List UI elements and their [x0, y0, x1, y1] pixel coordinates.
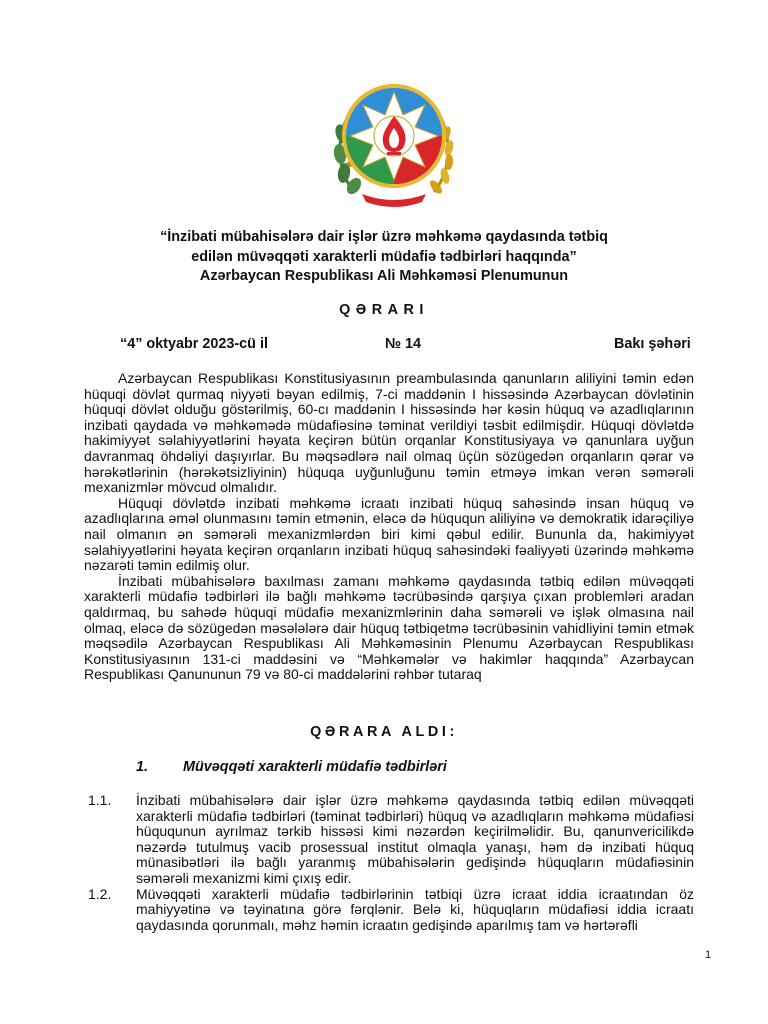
title-line: edilən müvəqqəti xarakterli müdafiə tədbirləri haqqında”	[191, 248, 577, 265]
item-text: Müvəqqəti xarakterli müdafiə tədbirlərinin tətbiqi üzrə icraat iddia icraatından öz mahiyyətinə və təyinatına görə fərqlənir. Belə ki, hüquqların müdafiəsi iddia icraatı qaydasında qorunmalı, məhz həmin icraatın gedişində aparılmış tam və hərtərəfli	[136, 885, 694, 933]
paragraph: Azərbaycan Respublikası Konstitusiyasının preambulasında qanunların aliliyini təmin edən hüquqi dövlət qurmaq niyyəti bəyan edilmiş, 7-ci maddənin I hissəsində Azərbaycan dövlətinin hüquqi dövlət olduğu göstərilmiş, 60-cı maddənin I hissəsində hər kəsin hüquq və azadlıqlarının inzibati qaydada və məhkəmədə müdafiəsinə təminat verildiyi təsbit edilmişdir. Hüquqi dövlətdə hakimiyyət səlahiyyətlərini həyata keçirən bütün orqanlar Konstitusiyaya və qanunlara uyğun davranmaq öhdəliyi daşıyırlar. Bu məqsədlərə nail olmaq üçün sözügedən orqanların qərar və hərəkətlərinin (hərəkətsizliyinin) hüquqa uyğunluğunu təmin etməyə imkan verən səmərəli mexanizmlər mövcud olmalıdır.	[84, 370, 694, 496]
item-number: 1.2.	[88, 885, 112, 902]
title-line: Azərbaycan Respublikası Ali Məhkəməsi Plenumunun	[199, 268, 569, 284]
item-number: 1.1.	[88, 792, 112, 808]
paragraph: İnzibati mübahisələrə baxılması zamanı məhkəmə qaydasında tətbiq edilən müvəqqəti xarakterli müdafiə tədbirləri ilə bağlı məhkəmə təcrübəsində qarşıya çıxan problemləri aradan qaldırmaq, bu sahədə hüquqi müdafiə mexanizmlərinin daha səmərəli və işlək olmasına nail olmaq, eləcə də sözügedən məsələlərə dair hüquq tətbiqetmə təcrübəsinin vahidliyini təmin etmək məqsədilə Azərbaycan Respublikası Ali Məhkəməsinin Plenumu Azərbaycan Respublikası Konstitusiyasının 131-ci maddəsini və “Məhkəmələr və hakimlər haqqında” Azərbaycan Respublikası Qanununun 79 və 80-ci maddələrini rəhbər tutaraq	[84, 572, 694, 683]
document-title	[80, 228, 688, 287]
item-text: İnzibati mübahisələrə dair işlər üzrə məhkəmə qaydasında tətbiq edilən müvəqqəti xarakterli müdafiə tədbirləri (təminat tədbirləri) hüquq və azadlıqların məhkəmə müdafiəsi hüququnun ayrılmaz tərkib hissəsi kimi nəzərdən keçirilməlidir. Bu, qanunvericilikdə nəzərdə tutulmuş vacib prosessual institut olmaqla yanaşı, həm də inzibati hüquq münasibətləri ilə bağlı yaranmış mübahisələrin gedişində hüquqların müdafiəsinin səmərəli mexanizmi kimi çıxış edir.	[136, 792, 694, 886]
decision-date: “4” oktyabr 2023-cü il	[120, 336, 268, 352]
title-line: “İnzibati mübahisələrə dair işlər üzrə məhkəmə qaydasında tətbiq	[160, 229, 608, 245]
decision-place: Bakı şəhəri	[614, 336, 691, 352]
coat-of-arms-icon	[324, 72, 464, 208]
list-item	[88, 793, 694, 887]
decision-number: № 14	[385, 336, 422, 352]
page-number: 1	[705, 949, 712, 961]
section-number: 1.	[136, 759, 149, 775]
decision-heading: QƏRARI	[339, 302, 429, 318]
resolution-heading: QƏRARA ALDI:	[310, 724, 458, 740]
paragraph: Hüquqi dövlətdə inzibati məhkəmə icraatı inzibati hüquq sahəsində insan hüquq və azadlıqlarına əməl olunmasını təmin etmənin, eləcə də hüququn aliliyinə və demokratik idarəçiliyə nail olmanın ən səmərəli mexanizmlərdən biri kimi qəbul edilir. Bununla da, hakimiyyət səlahiyyətlərini həyata keçirən orqanların inzibati hüquq sahəsindəki fəaliyyəti üzərində məhkəmə nəzarəti təmin edilmiş olur.	[84, 494, 694, 574]
section-heading	[136, 759, 447, 775]
preamble	[84, 371, 694, 683]
item-list	[88, 793, 694, 933]
list-item	[88, 887, 694, 934]
section-title: Müvəqqəti xarakterli müdafiə tədbirləri	[183, 759, 447, 775]
